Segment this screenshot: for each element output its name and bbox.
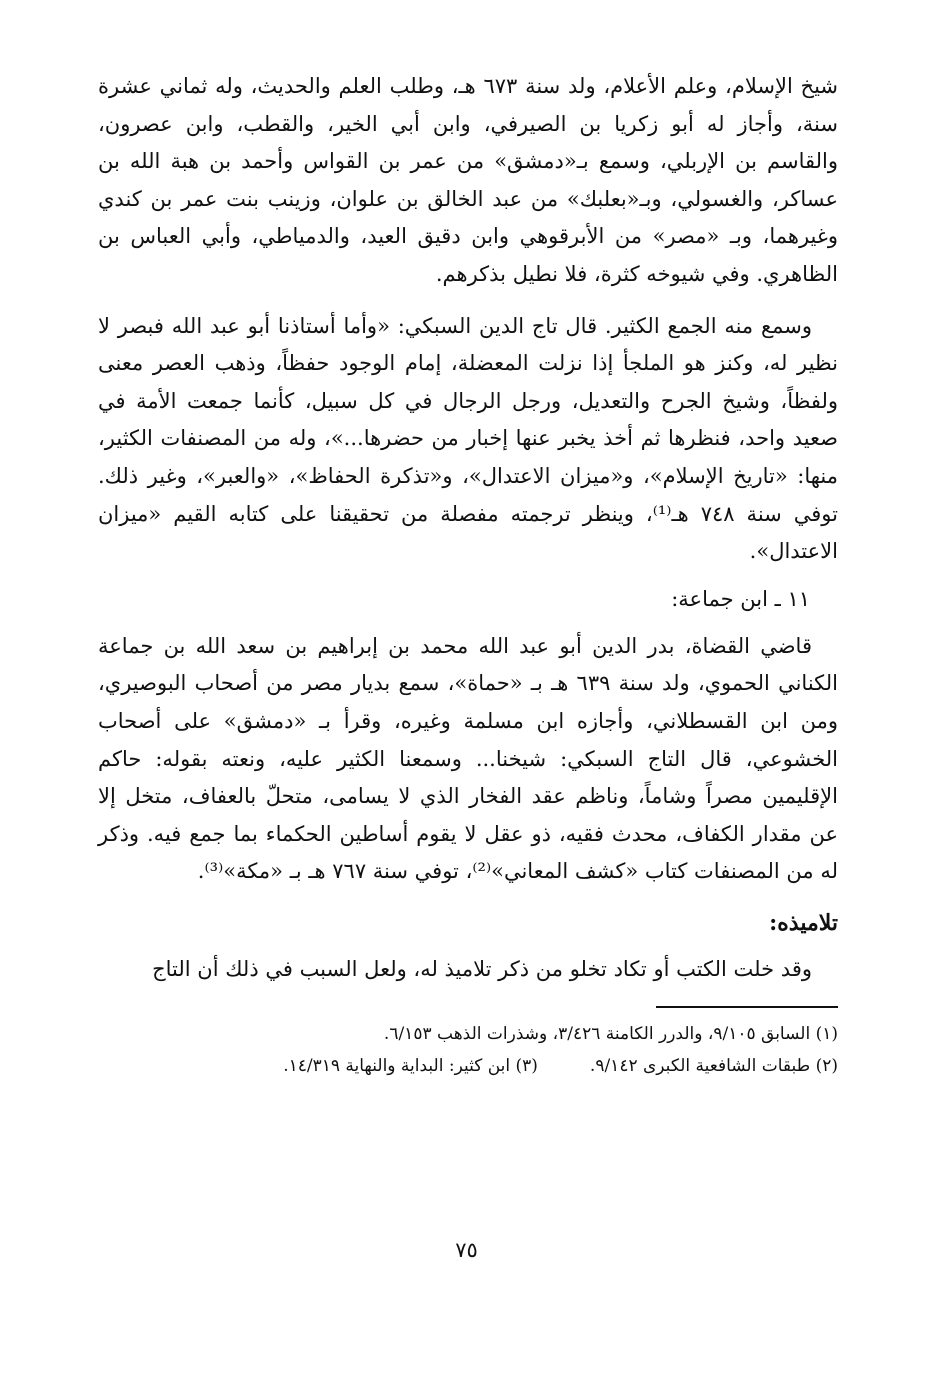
page-body	[98, 68, 838, 1082]
paragraph-3: قاضي القضاة، بدر الدين أبو عبد الله محمد بن إبراهيم بن سعد الله بن جماعة الكناني الحموي، ولد سنة ٦٣٩ هـ بـ «حماة»، سمع بديار مصر من أصحاب البوصيري، ومن ابن القسطلاني، وأجازه ابن مسلمة وغيره، وقرأ بـ «دمشق» على أصحاب الخشوعي، قال التاج السبكي: شيخنا... وسمعنا الكثير عليه، ونعته بقوله: حاكم الإقليمين مصراً وشاماً، وناظم عقد الفخار الذي لا يسامى، متحلّ بالعفاف، متخل إلا عن مقدار الكفاف، محدث فقيه، ذو عقل لا يقوم أساطين الحكماء بما جمع فيه. وذكر له من المصنفات كتاب «كشف المعاني»⁽²⁾، توفي سنة ٧٦٧ هـ بـ «مكة»⁽³⁾.	[98, 633, 838, 884]
footnote-2: (٢) طبقات الشافعية الكبرى ٩/١٤٢.	[589, 1056, 838, 1077]
footnote-3: (٣) ابن كثير: البداية والنهاية ١٤/٣١٩.	[283, 1056, 538, 1077]
entry-heading: ١١ ـ ابن جماعة:	[671, 586, 810, 611]
paragraph-2: وسمع منه الجمع الكثير. قال تاج الدين السبكي: «وأما أستاذنا أبو عبد الله فبصر لا نظير له، وكنز هو الملجأ إذا نزلت المعضلة، إمام الوجود حفظاً، وذهب العصر معنى ولفظاً، وشيخ الجرح والتعديل، ورجل الرجال في كل سبيل، كأنما جمعت الأمة في صعيد واحد، فنظرها ثم أخذ يخبر عنها إخبار من حضرها...»، وله من المصنفات الكثير، منها: «تاريخ الإسلام»، و«ميزان الاعتدال»، و«تذكرة الحفاظ»، «والعبر»، وغير ذلك. توفي سنة ٧٤٨ هـ⁽¹⁾، وينظر ترجمته مفصلة من تحقيقنا على كتابه القيم «ميزان الاعتدال».	[98, 313, 839, 564]
paragraph-1: شيخ الإسلام، وعلم الأعلام، ولد سنة ٦٧٣ هـ، وطلب العلم والحديث، وله ثماني عشرة سنة، وأجاز له أبو زكريا بن الصيرفي، وابن أبي الخير، والقطب، وابن عصرون، والقاسم بن الإربلي، وسمع بـ«دمشق» من عمر بن القواس وأحمد بن هبة الله بن عساكر، والغسولي، وبـ«بعلبك» من عبد الخالق بن علوان، وزينب بنت عمر بن كندي وغيرهما، وبـ «مصر» من الأبرقوهي وابن دقيق العيد، والدمياطي، وأبي العباس بن الظاهري. وفي شيوخه كثرة، فلا نطيل بذكرهم.	[98, 74, 839, 286]
footnotes	[98, 1018, 838, 1082]
page-number: ٧٥	[455, 1238, 478, 1262]
footnote-row	[98, 1050, 838, 1082]
footnote-1: (١) السابق ٩/١٠٥، والدرر الكامنة ٣/٤٢٦، وشذرات الذهب ٦/١٥٣.	[383, 1024, 838, 1045]
section-heading: تلاميذه:	[769, 909, 838, 936]
paragraph-4: وقد خلت الكتب أو تكاد تخلو من ذكر تلاميذ له، ولعل السبب في ذلك أن التاج	[152, 956, 812, 981]
footnote-divider	[656, 1006, 838, 1008]
